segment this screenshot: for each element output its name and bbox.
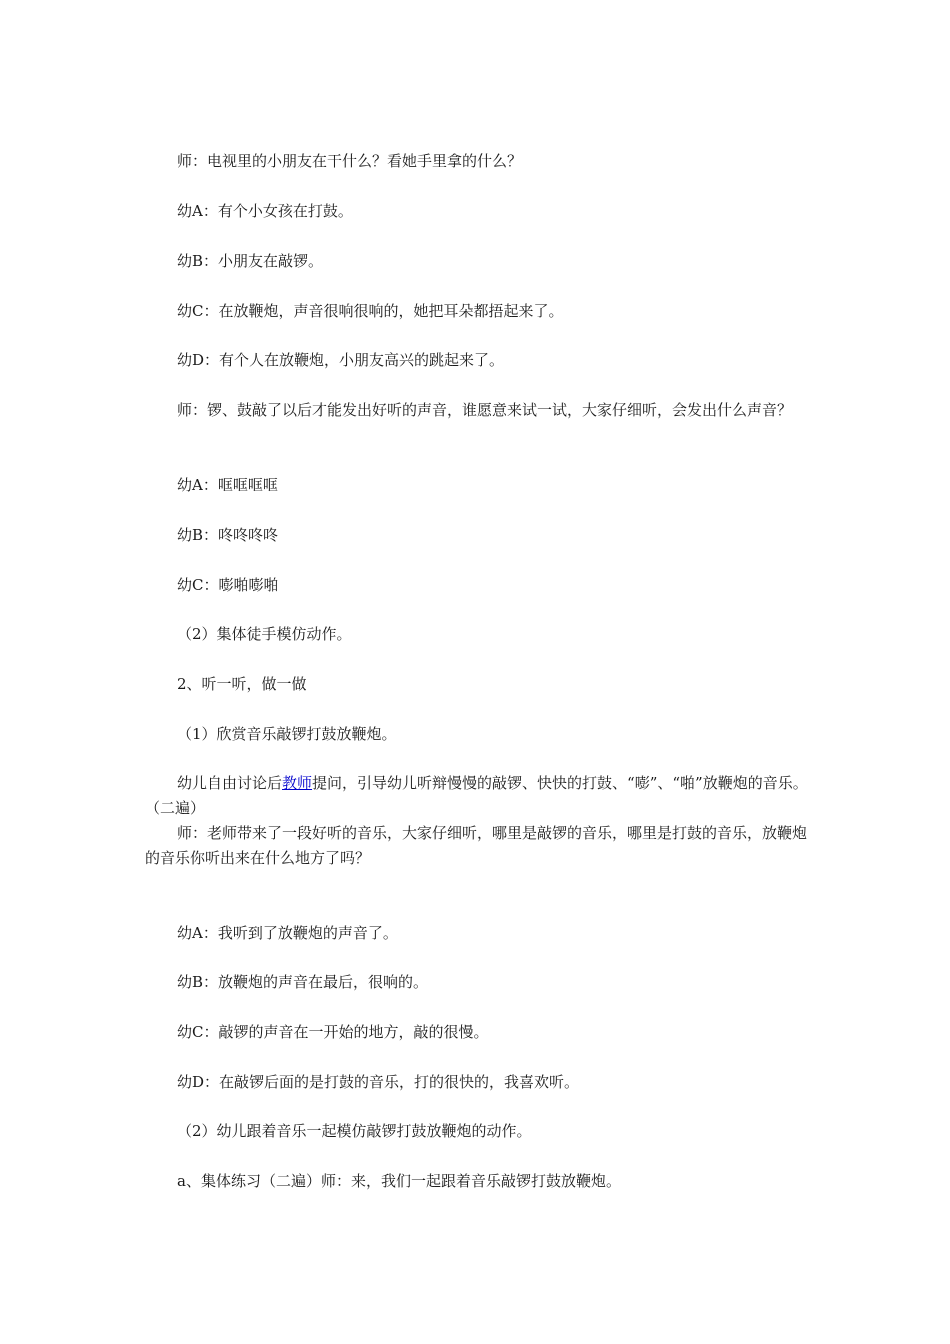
paragraph: 幼B：咚咚咚咚 — [177, 526, 279, 544]
text-span: 幼儿自由讨论后 — [177, 774, 283, 792]
paragraph: 幼A：哐哐哐哐 — [177, 476, 278, 494]
paragraph: 幼C：嘭啪嘭啪 — [177, 576, 279, 594]
paragraph: 幼B：小朋友在敲锣。 — [177, 252, 324, 270]
paragraph: 幼C：在放鞭炮，声音很响很响的，她把耳朵都捂起来了。 — [177, 302, 564, 320]
paragraph: 幼C：敲锣的声音在一开始的地方，敲的很慢。 — [177, 1023, 489, 1041]
paragraph: （2）幼儿跟着音乐一起模仿敲锣打鼓放鞭炮的动作。 — [177, 1122, 532, 1140]
paragraph: 幼A：有个小女孩在打鼓。 — [177, 202, 353, 220]
paragraph: （1）欣赏音乐敲锣打鼓放鞭炮。 — [177, 725, 397, 743]
paragraph: a、集体练习（二遍）师：来，我们一起跟着音乐敲锣打鼓放鞭炮。 — [177, 1172, 621, 1190]
paragraph: 幼D：有个人在放鞭炮，小朋友高兴的跳起来了。 — [177, 351, 505, 369]
paragraph: 幼D：在敲锣后面的是打鼓的音乐，打的很快的，我喜欢听。 — [177, 1073, 580, 1091]
paragraph-with-link — [145, 771, 810, 821]
paragraph: 幼A：我听到了放鞭炮的声音了。 — [177, 924, 398, 942]
text-span: 提问，引导幼儿听辩慢慢的敲锣、快快的打鼓、“嘭”、“啪”放鞭炮的音乐。（二遍） — [145, 774, 808, 817]
paragraph: （2）集体徒手模仿动作。 — [177, 625, 352, 643]
paragraph: 幼B：放鞭炮的声音在最后，很响的。 — [177, 973, 429, 991]
teacher-link[interactable]: 教师 — [282, 774, 313, 792]
paragraph: 师：老师带来了一段好听的音乐，大家仔细听，哪里是敲锣的音乐，哪里是打鼓的音乐，放鞭炮的音乐你听出来在什么地方了吗？ — [145, 824, 808, 867]
paragraph: 师：锣、鼓敲了以后才能发出好听的声音，谁愿意来试一试，大家仔细听，会发出什么声音？ — [177, 401, 793, 419]
paragraph: 师：电视里的小朋友在干什么？看她手里拿的什么？ — [177, 152, 523, 170]
section-heading: 2、听一听，做一做 — [177, 675, 307, 693]
